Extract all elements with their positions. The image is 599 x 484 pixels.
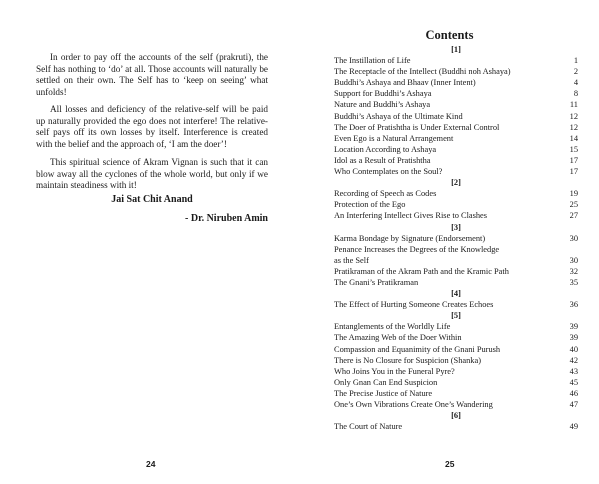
toc-entry-page: 19 bbox=[569, 189, 578, 199]
toc-entry-title: Even Ego is a Natural Arrangement bbox=[334, 133, 454, 143]
toc-entry-page: 32 bbox=[569, 266, 578, 276]
toc-entry-title: Nature and Buddhi’s Ashaya bbox=[334, 100, 431, 110]
toc-entry bbox=[334, 321, 578, 332]
page-number: 24 bbox=[146, 459, 156, 469]
toc-entry-title: Recording of Speech as Codes bbox=[334, 189, 437, 199]
toc-section-heading: [5] bbox=[451, 311, 461, 321]
toc-entry-page: 49 bbox=[569, 422, 578, 432]
toc-entry-title: Location According to Ashaya bbox=[334, 144, 437, 154]
toc-entry-page: 4 bbox=[573, 78, 578, 88]
toc-entry bbox=[334, 366, 578, 377]
toc-entry-title: One’s Own Vibrations Create One’s Wandering bbox=[334, 400, 493, 409]
toc-entry-title: as the Self bbox=[334, 255, 369, 265]
toc-entry-title: The Precise Justice of Nature bbox=[334, 388, 433, 398]
toc-entry-title: The Amazing Web of the Doer Within bbox=[334, 333, 462, 343]
toc-entry-title: Penance Increases the Degrees of the Knowledge bbox=[334, 244, 500, 254]
toc-entry-page: 11 bbox=[569, 100, 578, 110]
toc-entry-title: Compassion and Equanimity of the Gnani Purush bbox=[334, 344, 501, 354]
toc-entry-page: 30 bbox=[569, 255, 578, 265]
toc-entry-page: 8 bbox=[573, 89, 578, 99]
toc-entry-title: There is No Closure for Suspicion (Shanka) bbox=[334, 355, 482, 365]
toc-entry-title: The Effect of Hurting Someone Creates Echoes bbox=[334, 300, 494, 310]
toc-entry bbox=[334, 99, 578, 110]
toc-entry bbox=[334, 155, 578, 166]
toc-entry-title: The Instillation of Life bbox=[334, 56, 411, 66]
toc-section-heading: [6] bbox=[451, 411, 461, 421]
toc-entry-title: Only Gnan Can End Suspicion bbox=[334, 377, 438, 387]
toc-section-heading: [4] bbox=[451, 289, 461, 299]
toc-entry bbox=[334, 244, 578, 255]
toc-entry-title: Buddhi’s Ashaya of the Ultimate Kind bbox=[334, 111, 463, 121]
toc-entry-page: 25 bbox=[569, 200, 578, 210]
toc-section-heading: [3] bbox=[451, 222, 461, 232]
toc-entry-page: 2 bbox=[573, 67, 578, 77]
toc-entry-page: 12 bbox=[569, 122, 578, 132]
toc-entry bbox=[334, 388, 578, 399]
toc-entry-title: Who Contemplates on the Soul? bbox=[334, 167, 443, 177]
toc-entry bbox=[334, 188, 578, 199]
toc-entry bbox=[334, 88, 578, 99]
toc-entry-page: 35 bbox=[569, 277, 578, 287]
body-paragraph: All losses and deficiency of the relative-self will be paid up naturally provided the ego does not interfere! The relative-self pays off its own losses by itself. Interference is created with the belief and the approach of, ‘I am the doer’! bbox=[36, 104, 268, 149]
toc-entry-page: 47 bbox=[569, 400, 578, 409]
toc-entry bbox=[334, 133, 578, 144]
toc-entry-page: 17 bbox=[569, 167, 578, 177]
toc-entry bbox=[334, 277, 578, 288]
toc-entry bbox=[334, 266, 578, 277]
toc-entry-title: The Receptacle of the Intellect (Buddhi noh Ashaya) bbox=[334, 67, 511, 77]
toc-entry-page: 30 bbox=[569, 233, 578, 243]
toc-entry-page: 39 bbox=[569, 333, 578, 343]
closing-phrase: Jai Sat Chit Anand bbox=[111, 194, 193, 205]
toc-entry bbox=[334, 210, 578, 221]
toc-entry-page: 36 bbox=[569, 300, 578, 310]
toc-entry bbox=[334, 111, 578, 122]
toc-section-heading: [2] bbox=[451, 178, 461, 188]
toc-entry bbox=[334, 255, 578, 266]
right-page bbox=[300, 0, 599, 484]
toc-entry-title: Idol as a Result of Pratishtha bbox=[334, 155, 431, 165]
toc-entry-title: The Doer of Pratishtha is Under External Control bbox=[334, 122, 500, 132]
page-number: 25 bbox=[445, 459, 455, 469]
toc-entry-title: Protection of the Ego bbox=[334, 200, 406, 210]
toc-entry-page: 39 bbox=[569, 322, 578, 332]
toc-entry bbox=[334, 355, 578, 366]
toc-entry-page: 42 bbox=[569, 355, 578, 365]
table-of-contents bbox=[334, 44, 578, 432]
toc-entry-page: 45 bbox=[569, 377, 578, 387]
toc-entry-page: 14 bbox=[569, 133, 578, 143]
toc-entry-title: The Gnani’s Pratikraman bbox=[334, 277, 419, 287]
toc-entry bbox=[334, 399, 578, 410]
toc-entry bbox=[334, 144, 578, 155]
toc-entry-page: 17 bbox=[569, 155, 578, 165]
contents-title: Contents bbox=[425, 28, 474, 42]
toc-entry-title: Support for Buddhi’s Ashaya bbox=[334, 89, 432, 99]
author-signature: - Dr. Niruben Amin bbox=[185, 213, 268, 224]
toc-entry-title: Karma Bondage by Signature (Endorsement) bbox=[334, 233, 486, 243]
toc-entry bbox=[334, 122, 578, 133]
toc-entry bbox=[334, 199, 578, 210]
toc-entry-page: 15 bbox=[569, 144, 578, 154]
toc-section-heading: [1] bbox=[451, 45, 461, 54]
toc-entry bbox=[334, 77, 578, 88]
toc-entry-page: 12 bbox=[569, 111, 578, 121]
toc-entry-title: Pratikraman of the Akram Path and the Kramic Path bbox=[334, 266, 509, 276]
toc-entry-page: 46 bbox=[569, 388, 578, 398]
body-paragraph: In order to pay off the accounts of the self (prakruti), the Self has nothing to ‘do’ at all. Those accounts will naturally be settled on their own. The Self has to ‘keep on seeing’ what unfolds! bbox=[36, 52, 268, 97]
toc-entry-title: Who Joins You in the Funeral Pyre? bbox=[334, 366, 455, 376]
toc-entry-title: Entanglements of the Worldly Life bbox=[334, 322, 451, 332]
toc-entry bbox=[334, 166, 578, 177]
body-paragraph: This spiritual science of Akram Vignan is such that it can blow away all the cyclones of the whole world, but only if we maintain steadiness with it! bbox=[36, 157, 268, 191]
toc-entry-page: 27 bbox=[569, 211, 578, 221]
toc-entry bbox=[334, 299, 578, 310]
toc-entry bbox=[334, 421, 578, 432]
toc-entry bbox=[334, 332, 578, 343]
toc-entry bbox=[334, 66, 578, 77]
toc-entry-page: 40 bbox=[569, 344, 578, 354]
toc-entry bbox=[334, 377, 578, 388]
toc-entry-title: Buddhi’s Ashaya and Bhaav (Inner Intent) bbox=[334, 78, 476, 88]
toc-entry-title: An Interfering Intellect Gives Rise to Clashes bbox=[334, 211, 488, 221]
toc-entry bbox=[334, 344, 578, 355]
toc-entry-page: 1 bbox=[573, 56, 578, 66]
toc-entry-title: The Court of Nature bbox=[334, 422, 403, 432]
toc-entry bbox=[334, 55, 578, 66]
toc-entry bbox=[334, 233, 578, 244]
toc-entry-page: 43 bbox=[569, 366, 578, 376]
